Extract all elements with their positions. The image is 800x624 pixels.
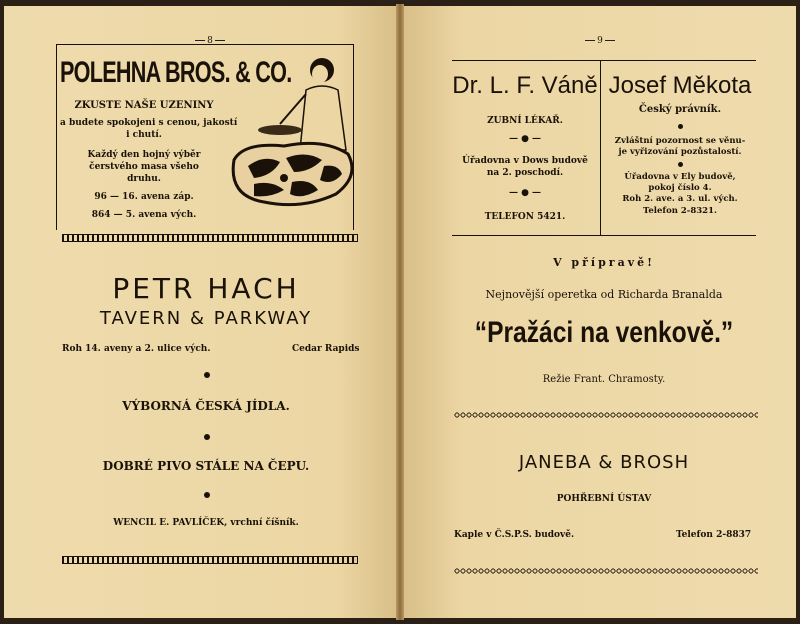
polehna-line1: a budete spokojeni s cenou, jakostí — [60, 118, 238, 128]
mekota-office1: Úřadovna v Ely budově, — [624, 172, 736, 182]
column-divider — [600, 60, 601, 236]
ornament-divider — [62, 556, 358, 564]
vane-office1: Úřadovna v Dows budově — [462, 156, 588, 166]
mekota-line2: je vyřizování pozůstalostí. — [618, 147, 742, 157]
ornament-divider — [62, 234, 358, 242]
polehna-addr1: 96 — 16. avena záp. — [94, 192, 194, 202]
hach-address: Roh 14. aveny a 2. ulice vých. — [62, 344, 211, 354]
wavy-divider — [454, 412, 758, 418]
operetta-director: Režie Frant. Chramosty. — [542, 374, 666, 385]
polehna-line5: druhu. — [127, 174, 161, 184]
bullet-dash: — ● — — [508, 188, 542, 198]
hach-waiter: WENCIL E. PAVLÍČEK, vrchní číšník. — [113, 518, 299, 528]
polehna-title: POLEHNA BROS. & CO. — [60, 56, 292, 89]
right-page — [404, 6, 796, 618]
book-spine — [396, 4, 404, 620]
operetta-title: “Pražáci na venkově.” — [474, 316, 734, 349]
page-number-right: 9 — [570, 36, 630, 46]
hach-line2: DOBRÉ PIVO STÁLE NA ČEPU. — [102, 459, 310, 473]
left-page — [4, 6, 396, 618]
hach-city: Cedar Rapids — [292, 344, 360, 354]
polehna-tagline: ZKUSTE NAŠE UZENINY — [74, 100, 214, 111]
janeba-title: JANEBA & BROSH — [518, 452, 690, 473]
bullet-dot — [204, 434, 210, 440]
page-number-left: 8 — [180, 36, 240, 46]
janeba-chapel: Kaple v Č.S.P.S. budově. — [454, 530, 575, 540]
bullet-dash: — ● — — [508, 134, 542, 144]
janeba-phone: Telefon 2-8837 — [676, 530, 752, 540]
wavy-divider — [454, 568, 758, 574]
bullet-dot — [204, 372, 210, 378]
polehna-line4: čerstvého masa všeho — [89, 162, 199, 172]
polehna-addr2: 864 — 5. avena vých. — [91, 210, 197, 220]
hach-title: PETR HACH — [112, 272, 300, 305]
vane-office2: na 2. poschodí. — [486, 168, 564, 178]
vane-role: ZUBNÍ LÉKAŘ. — [487, 116, 563, 126]
bullet-dot — [678, 162, 683, 167]
mekota-line1: Zvláštní pozornost se věnu- — [614, 136, 746, 146]
mekota-name: Josef Měkota — [608, 72, 752, 99]
mekota-office3: Roh 2. ave. a 3. ul. vých. — [622, 194, 738, 204]
vane-name: Dr. L. F. Váně — [452, 72, 598, 99]
polehna-line3: Každý den hojný výběr — [87, 150, 201, 160]
mekota-phone: Telefon 2-8321. — [643, 206, 717, 216]
butcher-illustration — [214, 50, 356, 218]
vane-phone: TELEFON 5421. — [484, 212, 566, 222]
operetta-intro: Nejnovější operetka od Richarda Branalda — [485, 288, 723, 301]
hach-subtitle: TAVERN & PARKWAY — [99, 308, 313, 329]
mekota-office2: pokoj číslo 4. — [648, 183, 712, 193]
mekota-role: Český právník. — [638, 104, 722, 115]
bullet-dot — [204, 492, 210, 498]
bullet-dot — [678, 124, 683, 129]
janeba-subtitle: POHŘEBNÍ ÚSTAV — [556, 494, 652, 504]
operetta-heading: V přípravě! — [553, 256, 655, 269]
hach-line1: VÝBORNÁ ČESKÁ JÍDLA. — [122, 399, 290, 413]
polehna-line2: i chutí. — [126, 130, 162, 140]
